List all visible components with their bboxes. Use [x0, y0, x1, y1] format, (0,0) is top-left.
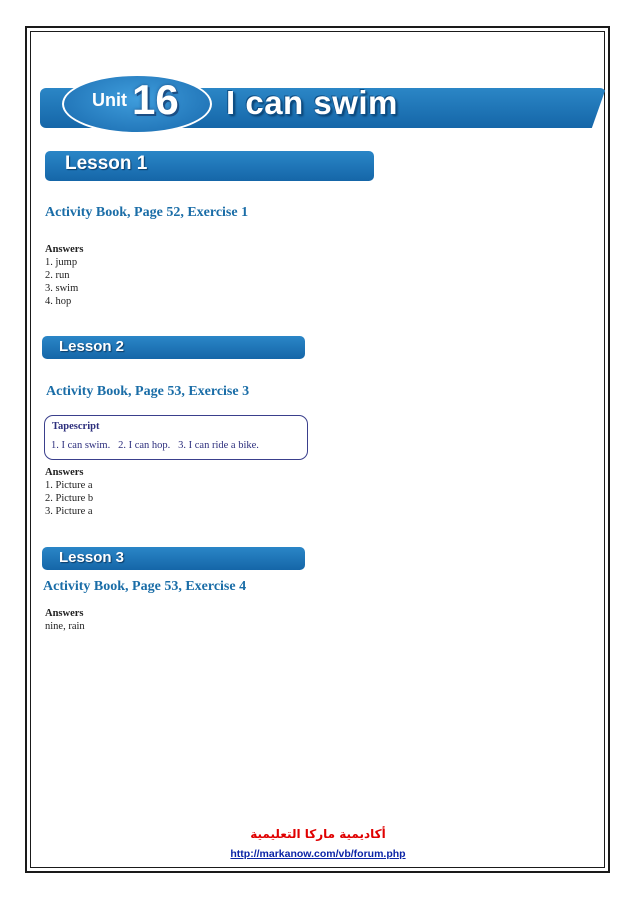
answer-item: 1. Picture a — [45, 480, 93, 491]
lesson-3-header: Lesson 3 — [42, 547, 305, 570]
footer-forum-link[interactable]: http://markanow.com/vb/forum.php — [230, 848, 406, 860]
answers-heading: Answers — [45, 608, 84, 619]
tapescript-text: 1. I can swim. 2. I can hop. 3. I can ride a bike. — [51, 440, 259, 451]
footer-academy-name: أكاديمية ماركا التعليمية — [250, 827, 386, 841]
unit-number: 16 — [132, 76, 179, 123]
lesson-3-activity-title: Activity Book, Page 53, Exercise 4 — [43, 579, 247, 594]
lesson-2-answers — [45, 466, 93, 518]
answer-item: 2. Picture b — [45, 493, 94, 504]
lesson-1-header: Lesson 1 — [45, 151, 374, 181]
answer-item: 4. hop — [45, 296, 72, 307]
tapescript-heading: Tapescript — [52, 421, 100, 432]
unit-banner — [40, 72, 606, 138]
answer-item: 3. swim — [45, 283, 79, 294]
tapescript-box — [44, 415, 308, 460]
unit-title: I can swim — [226, 84, 398, 121]
answer-item: 3. Picture a — [45, 506, 93, 517]
lesson-2-header: Lesson 2 — [42, 336, 305, 359]
answer-item: 1. jump — [45, 257, 78, 268]
answers-heading: Answers — [45, 244, 84, 255]
answer-item: nine, rain — [45, 621, 85, 632]
lesson-1-answers — [45, 243, 84, 308]
unit-label: Unit — [92, 90, 127, 110]
lesson-3-answers — [45, 607, 85, 633]
answer-item: 2. run — [45, 270, 70, 281]
answers-heading: Answers — [45, 467, 84, 478]
lesson-2-activity-title: Activity Book, Page 53, Exercise 3 — [46, 384, 250, 399]
lesson-1-activity-title: Activity Book, Page 52, Exercise 1 — [45, 205, 249, 220]
